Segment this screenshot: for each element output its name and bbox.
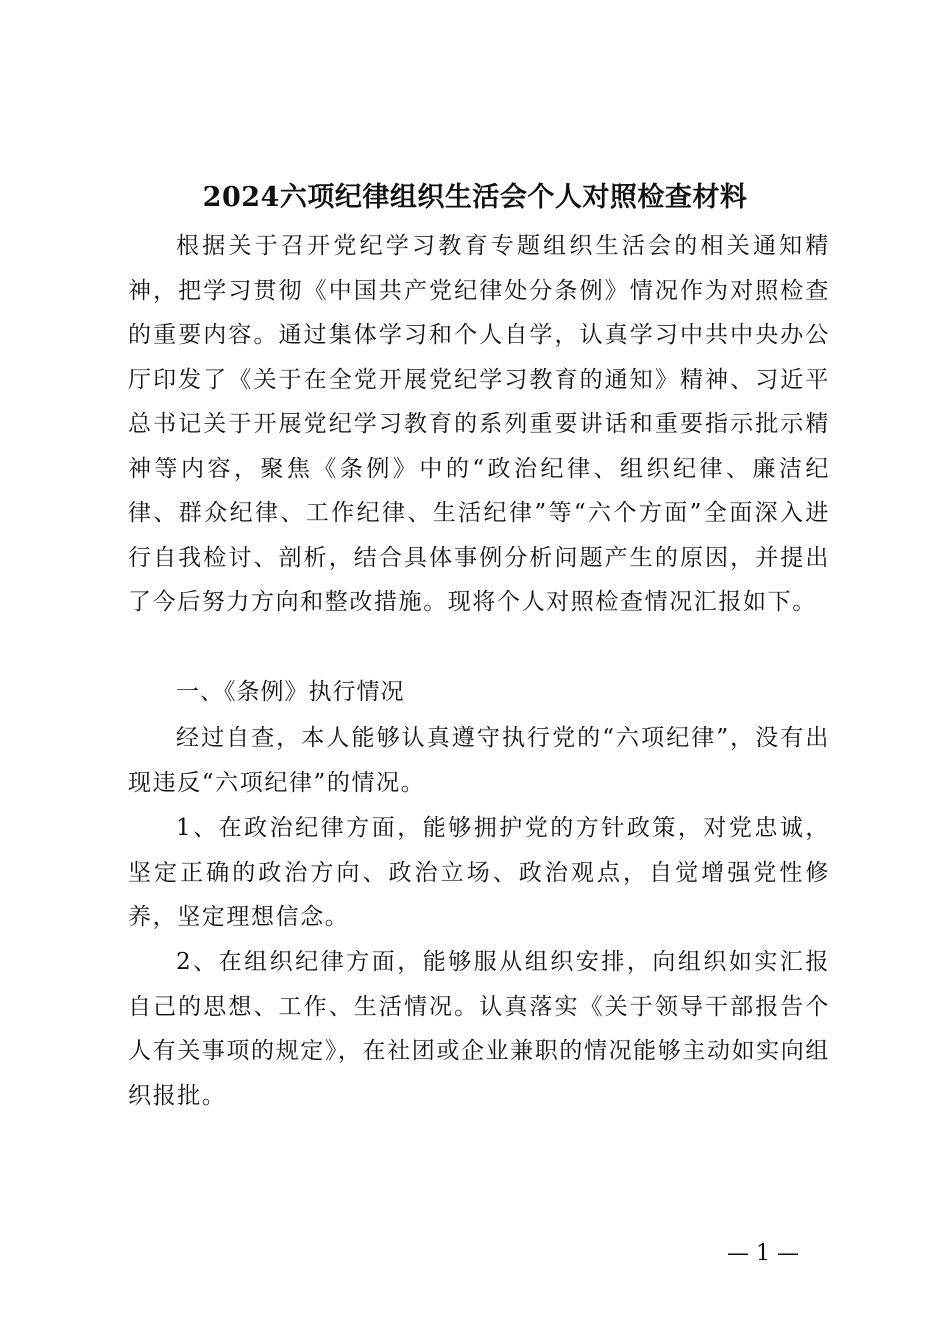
political-discipline-paragraph: 1、在政治纪律方面，能够拥护党的方针政策，对党忠诚，坚定正确的政治方向、政治立场、政治观点，自觉增强党性修养，坚定理想信念。 xyxy=(128,815,830,930)
section-heading: 一、《条例》执行情况 xyxy=(176,679,405,705)
page-number: — 1 — xyxy=(727,1241,799,1266)
organizational-discipline-paragraph: 2、在组织纪律方面，能够服从组织安排，向组织如实汇报自己的思想、工作、生活情况。认真落实《关于领导干部报告个人有关事项的规定》，在社团或企业兼职的情况能够主动如实向组织报批。 xyxy=(128,949,830,1109)
document-title: 2024六项纪律组织生活会个人对照检查材料 xyxy=(202,182,748,213)
intro-paragraph: 根据关于召开党纪学习教育专题组织生活会的相关通知精神，把学习贯彻《中国共产党纪律处分条例》情况作为对照检查的重要内容。通过集体学习和个人自学，认真学习中共中央办公厅印发了《关于在全党开展党纪学习教育的通知》精神、习近平总书记关于开展党纪学习教育的系列重要讲话和重要指示批示精神等内容，聚焦《条例》中的“政治纪律、组织纪律、廉洁纪律、群众纪律、工作纪律、生活纪律”等“六个方面”全面深入进行自我检讨、剖析，结合具体事例分析问题产生的原因，并提出了今后努力方向和整改措施。现将个人对照检查情况汇报如下。 xyxy=(128,233,830,615)
self-check-paragraph: 经过自查，本人能够认真遵守执行党的“六项纪律”，没有出现违反“六项纪律”的情况。 xyxy=(128,725,830,796)
